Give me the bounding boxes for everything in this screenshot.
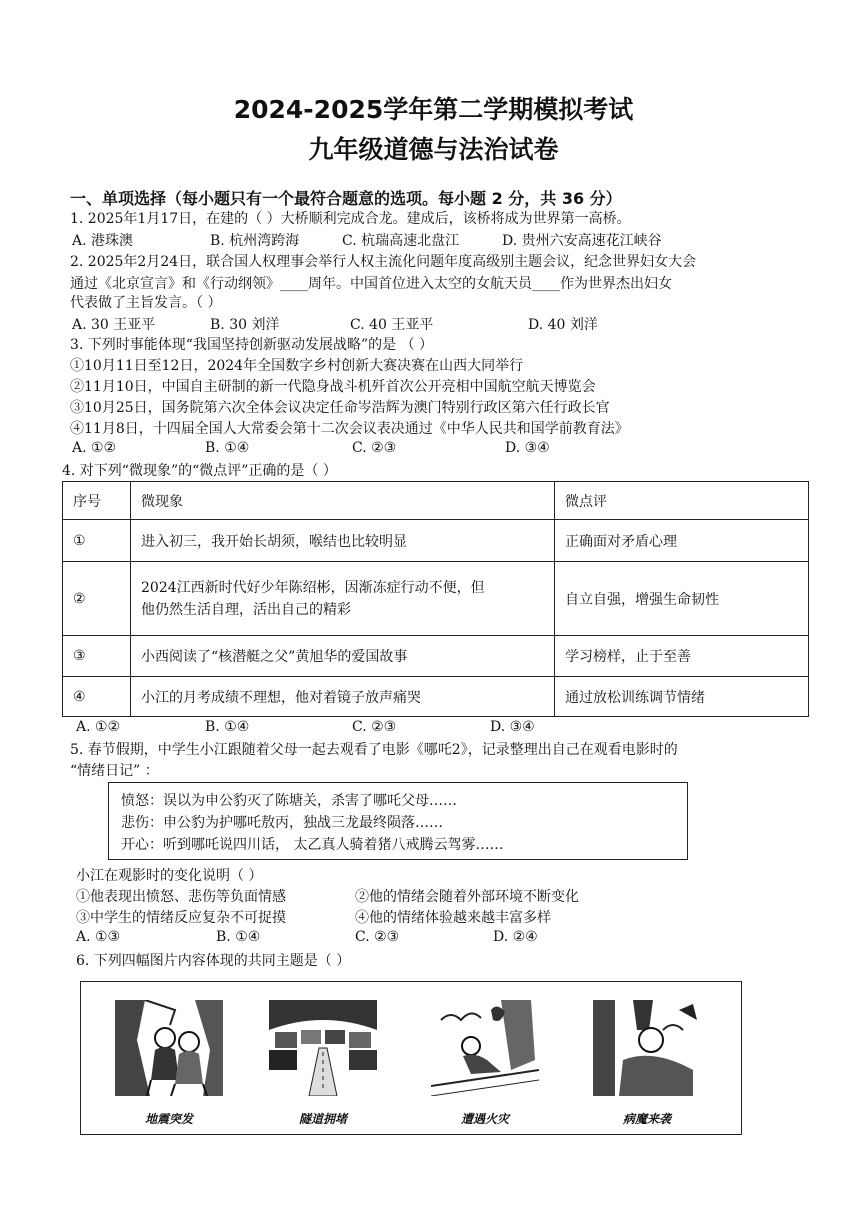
tunnel-congestion-illustration (269, 1000, 377, 1096)
section-heading: 一、单项选择（每小题只有一个最符合题意的选项。每小题 2 分，共 36 分） (70, 189, 622, 208)
table-header-cell: 微点评 (555, 482, 809, 520)
q3-item-4: ④11月8日，十四届全国人大常委会第十二次会议表决通过《中华人民共和国学前教育法》 (70, 421, 629, 437)
table-row (63, 520, 809, 562)
disease-illustration (593, 1000, 701, 1096)
q1-option-c: C. 杭瑞高速北盘江 (342, 233, 460, 249)
q6-stem: 6. 下列四幅图片内容体现的共同主题是（ ） (76, 953, 351, 969)
q2-stem-line1: 2. 2025年2月24日，联合国人权理事会举行人权主流化问题年度高级别主题会议，纪念世界妇女大会 (70, 254, 697, 270)
q2-stem-line2: 通过《北京宣言》和《行动纲领》____周年。中国首位进入太空的女航天员____作为世界杰出妇女 (70, 276, 672, 292)
q2-option-d: D. 40 刘洋 (528, 317, 598, 333)
q1-option-a: A. 港珠澳 (72, 233, 134, 249)
emotion-diary-box (108, 782, 688, 860)
table-cell-num: ③ (63, 636, 131, 677)
q4-option-d: D. ③④ (490, 719, 535, 735)
table-cell-phenomenon: 进入初三，我开始长胡须，喉结也比较明显 (131, 520, 555, 562)
q5-option-a: A. ①③ (76, 929, 121, 945)
table-row (63, 562, 809, 636)
q3-item-2: ②11月10日，中国自主研制的新一代隐身战斗机歼首次公开亮相中国航空航天博览会 (70, 379, 596, 395)
table-cell-phenomenon: 小江的月考成绩不理想，他对着镜子放声痛哭 (131, 677, 555, 717)
exam-title: 2024-2025学年第二学期模拟考试 (233, 95, 634, 124)
caption-fire: 遭遇火灾 (460, 1112, 509, 1126)
table-cell-num: ① (63, 520, 131, 562)
q4-table (62, 481, 809, 717)
q2-option-b: B. 30 刘洋 (210, 317, 280, 333)
q5-option-c: C. ②③ (355, 929, 400, 945)
q2-option-a: A. 30 王亚平 (72, 317, 156, 333)
caption-tunnel: 隧道拥堵 (298, 1112, 347, 1126)
table-row (63, 636, 809, 677)
q1-option-b: B. 杭州湾跨海 (210, 233, 300, 249)
q6-picture-panel (80, 981, 742, 1135)
diary-line-happiness: 开心：听到哪吒说四川话， 太乙真人骑着猪八戒腾云驾雾…… (121, 837, 504, 853)
q3-item-1: ①10月11日至12日，2024年全国数字乡村创新大赛决赛在山西大同举行 (70, 358, 524, 374)
q5-stem-line1: 5. 春节假期，中学生小江跟随着父母一起去观看了电影《哪吒2》，记录整理出自己在观看电影时的 (70, 742, 678, 758)
caption-disease: 病魔来袭 (622, 1112, 671, 1126)
q5-stem-line2: “情绪日记” ： (70, 763, 159, 779)
q3-item-3: ③10月25日，国务院第六次全体会议决定任命岑浩辉为澳门特别行政区第六任行政长官 (70, 400, 610, 416)
table-cell-phenomenon: 小西阅读了“核潜艇之父”黄旭华的爱国故事 (131, 636, 555, 677)
q1-option-d: D. 贵州六安高速花江峡谷 (502, 233, 662, 249)
q5-item-1: ①他表现出愤怒、悲伤等负面情感 (76, 889, 286, 905)
table-cell-line: 2024江西新时代好少年陈绍彬，因渐冻症行动不便，但 (141, 579, 485, 596)
q5-option-d: D. ②④ (493, 929, 538, 945)
fire-illustration (431, 1000, 539, 1096)
q5-item-2: ②他的情绪会随着外部环境不断变化 (355, 889, 579, 905)
q5-option-b: B. ①④ (216, 929, 261, 945)
q2-option-c: C. 40 王亚平 (350, 317, 434, 333)
table-header-row (63, 482, 809, 520)
q3-option-d: D. ③④ (505, 440, 550, 456)
table-cell-phenomenon (131, 562, 555, 636)
table-cell-comment: 通过放松训练调节情绪 (555, 677, 809, 717)
q5-item-3: ③中学生的情绪反应复杂不可捉摸 (76, 910, 286, 926)
exam-subtitle: 九年级道德与法治试卷 (308, 135, 559, 164)
q5-question: 小江在观影时的变化说明（ ） (76, 868, 263, 884)
q3-option-b: B. ①④ (205, 440, 250, 456)
table-cell-num: ② (63, 562, 131, 636)
earthquake-illustration (115, 1000, 223, 1096)
table-cell-num: ④ (63, 677, 131, 717)
q4-option-a: A. ①② (76, 719, 121, 735)
q3-stem: 3. 下列时事能体现“我国坚持创新驱动发展战略”的是 （ ） (70, 337, 434, 353)
q3-option-a: A. ①② (72, 440, 117, 456)
q1-stem: 1. 2025年1月17日，在建的（ ）大桥顺利完成合龙。建成后，该桥将成为世界第一高桥。 (70, 211, 631, 227)
q3-option-c: C. ②③ (352, 440, 397, 456)
diary-line-sadness: 悲伤：申公豹为护哪吒敖丙，独战三龙最终陨落…… (121, 815, 443, 831)
caption-earthquake: 地震突发 (144, 1112, 193, 1126)
q2-stem-line3: 代表做了主旨发言。（ ） (70, 295, 222, 311)
table-cell-comment: 学习榜样，止于至善 (555, 636, 809, 677)
table-cell-comment: 自立自强，增强生命韧性 (555, 562, 809, 636)
table-cell-line: 他仍然生活自理，活出自己的精彩 (141, 601, 351, 618)
table-header-cell: 序号 (63, 482, 131, 520)
q5-item-4: ④他的情绪体验越来越丰富多样 (355, 910, 551, 926)
q4-option-b: B. ①④ (205, 719, 250, 735)
q4-option-c: C. ②③ (352, 719, 397, 735)
table-header-cell: 微现象 (131, 482, 555, 520)
q4-stem: 4. 对下列“微现象”的“微点评”正确的是（ ） (62, 463, 337, 479)
table-cell-comment: 正确面对矛盾心理 (555, 520, 809, 562)
table-row (63, 677, 809, 717)
diary-line-anger: 愤怒：误以为申公豹灭了陈塘关，杀害了哪吒父母…… (121, 793, 457, 809)
